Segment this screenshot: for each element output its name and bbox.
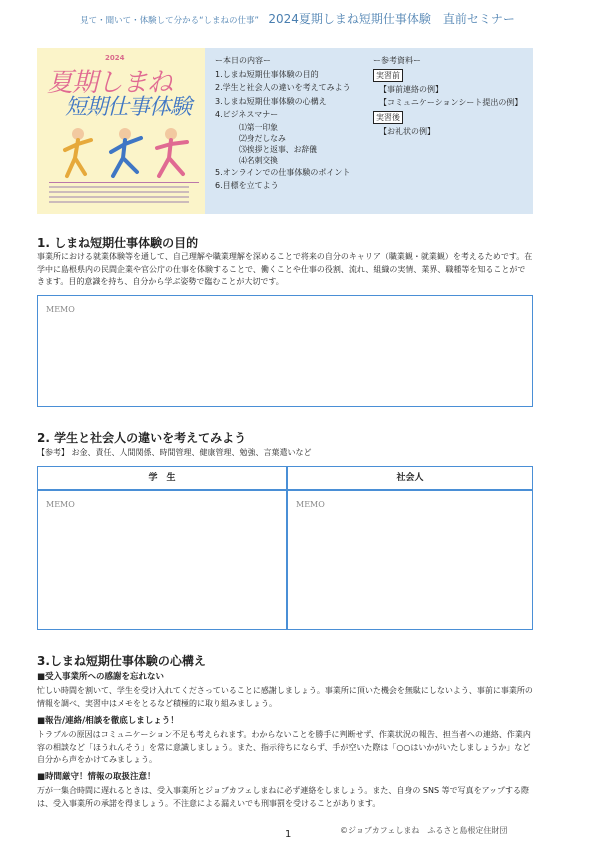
poster-title-line1: 夏期しまね — [47, 68, 173, 98]
ref-item: 【事前連絡の例】 — [379, 84, 443, 94]
point-body: 忙しい時間を割いて、学生を受け入れてくださっていることに感謝しましょう。事業所に頂いた機会を無駄にしないよう、事前に事業所の情報を調べ、実習中はメモをとるなど積極的に取り組みましょう。 — [37, 686, 533, 708]
poster-title-line2: 短期仕事体験 — [65, 95, 192, 120]
memo-label: MEMO — [46, 305, 75, 314]
point-body: トラブルの原因はコミュニケーション不足も考えられます。わからないことを勝手に判断せず、作業状況の報告、担当者への連絡、作業内容の相談など「ほうれんそう」を常に意識しましょう。また、指示待ちにならず、手が空いた際は「○○はいかがいたしましょうか」など自分から声をかけてみましょう。 — [37, 730, 531, 764]
section1-body: 事業所における就業体験等を通して、自己理解や職業理解を深めることで将来の自分のキャリア（職業観・就業観）を考えるためです。在学中に島根県内の民間企業や官公庁の仕事を体験することで、働くことや仕事の役割、流れ、組織の実情、業界、職種等を知ることができます。目的意識を持ち、自分から学ぶ姿勢で臨むことが大切です。 — [37, 252, 533, 286]
agenda-item: 1.しまね短期仕事体験の目的 — [215, 69, 319, 79]
poster-year: 2024 — [105, 54, 125, 62]
agenda-list — [215, 54, 351, 193]
agenda-sub-item: ⑶挨拶と返事、お辞儀 — [239, 144, 317, 154]
refs-heading: ー参考資料ー — [373, 56, 421, 65]
agenda-item: 5.オンラインでの仕事体験のポイント — [215, 167, 351, 177]
before-badge: 実習前 — [373, 69, 403, 82]
agenda-heading: ー本日の内容ー — [215, 56, 271, 65]
event-poster — [37, 48, 205, 214]
header-subtitle: 見て・聞いて・体験して分かる“しまねの仕事” — [80, 16, 259, 26]
section3-title: 3.しまね短期仕事体験の心構え — [37, 654, 206, 668]
memo-label: MEMO — [46, 500, 75, 509]
agenda-sub-item: ⑷名刺交換 — [239, 155, 278, 165]
section1-title: 1. しまね短期仕事体験の目的 — [37, 236, 199, 250]
adult-memo-box[interactable] — [287, 490, 533, 630]
memo-label: MEMO — [296, 500, 325, 509]
agenda-item: 4.ビジネスマナー — [215, 110, 279, 119]
section1-memo-box[interactable] — [37, 295, 533, 407]
agenda-item: 3.しまね短期仕事体験の心構え — [215, 96, 327, 106]
ref-item: 【コミュニケーションシート提出の例】 — [379, 98, 523, 107]
student-column-header: 学 生 — [37, 466, 287, 490]
after-badge: 実習後 — [373, 111, 403, 124]
agenda-sub-item: ⑴第一印象 — [239, 122, 278, 132]
copyright: ©ジョブカフェしまね ふるさと島根定住財団 — [340, 826, 508, 835]
ref-item: 【お礼状の例】 — [379, 126, 435, 136]
page-number: 1 — [285, 829, 292, 840]
point-heading: ■受入事業所への感謝を忘れない — [37, 672, 165, 682]
page-header — [0, 10, 595, 27]
point-heading: ■時間厳守！情報の取扱注意！ — [37, 772, 156, 782]
overview-banner — [37, 48, 533, 214]
section2-title: 2. 学生と社会人の違いを考えてみよう — [37, 431, 247, 445]
section2-hint: 【参考】 お金、責任、人間関係、時間管理、健康管理、勉強、言葉遣いなど — [37, 448, 312, 457]
header-title: 2024夏期しまね短期仕事体験 直前セミナー — [268, 12, 515, 26]
agenda-item: 6.目標を立てよう — [215, 181, 279, 190]
agenda-sub-item: ⑵身だしなみ — [239, 133, 286, 143]
runners-illustration — [53, 126, 198, 181]
student-memo-box[interactable] — [37, 490, 287, 630]
adult-column-header: 社会人 — [287, 466, 533, 490]
point-heading: ■報告/連絡/相談を徹底しましょう！ — [37, 716, 179, 726]
agenda-item: 2.学生と社会人の違いを考えてみよう — [215, 83, 351, 92]
reference-list — [373, 54, 522, 138]
point-body: 万が一集合時間に遅れるときは、受入事業所とジョブカフェしまねに必ず連絡をしましょう。また、自身の SNS 等で写真をアップする際は、受入事業所の承諾を得ましょう。不注意による漏えいでも刑事罰を受けることがあります。 — [37, 786, 530, 808]
poster-fine-print — [49, 182, 199, 207]
